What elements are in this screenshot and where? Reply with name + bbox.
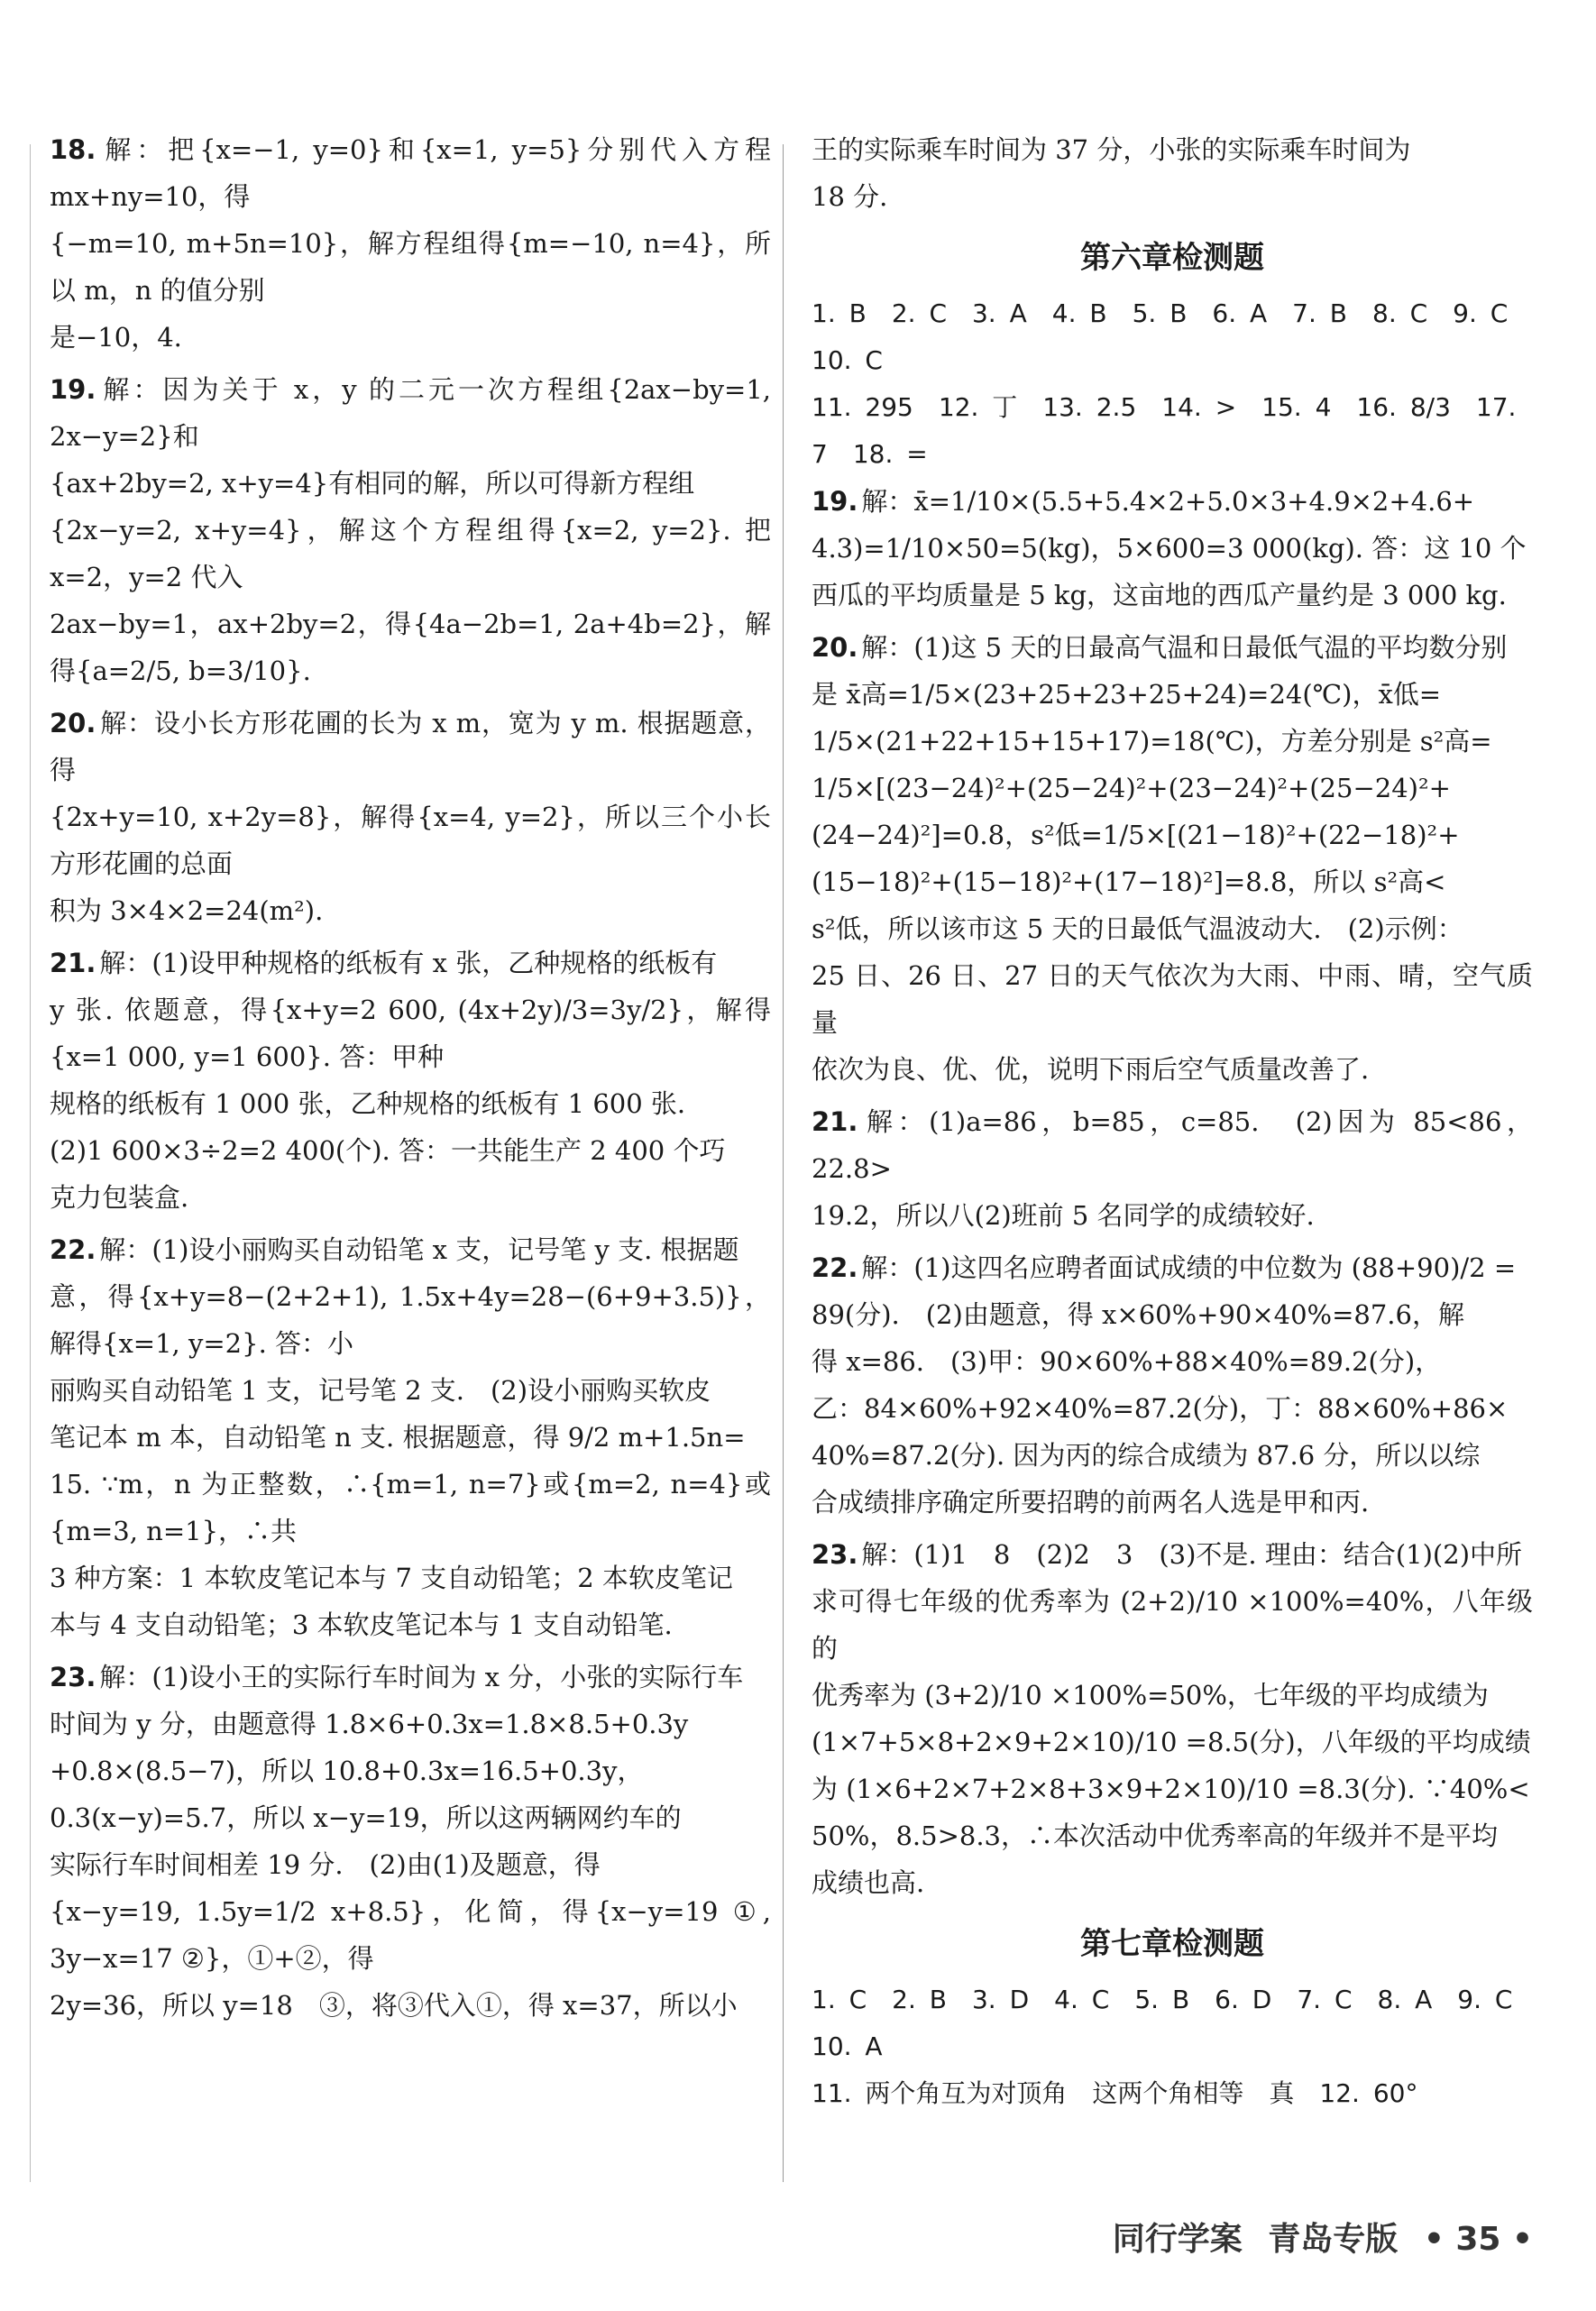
problem-line [50,1747,771,1794]
problem-line [50,1127,771,1174]
problem-line [812,671,1533,718]
problem-line [812,1531,1533,1578]
line-text: 优秀率为 (3+2)/10 ×100%=50%，七年级的平均成绩为 [812,1680,1489,1710]
problem-line [50,366,780,460]
line-text: 3 种方案：1 本软皮笔记本与 7 支自动铅笔；2 本软皮笔记 [50,1563,733,1593]
answer-line: 11. 295 12. 丁 13. 2.5 14. > 15. 4 16. 8/3 17. 7 18. = [812,392,1530,469]
line-text: 解：(1)设小丽购买自动铅笔 x 支，记号笔 y 支. 根据题 [99,1234,739,1265]
problem-line [812,525,1533,572]
answer-key [812,290,1533,478]
problem-line [812,905,1533,952]
line-text: 是 x̄高=1/5×(23+25+23+25+24)=24(℃)，x̄低= [812,679,1442,710]
section-heading: 第七章检测题 [1080,1926,1264,1962]
line-text: 克力包装盒. [50,1182,189,1213]
problem-number: 19. [50,374,96,405]
line-text: 积为 3×4×2=24(m²). [50,895,324,926]
problem-line [50,1794,771,1841]
problem-line [812,126,1533,173]
answer-line: 1. B 2. C 3. A 4. B 5. B 6. A 7. B 8. C 9. C 10. C [812,298,1534,375]
line-text: 解：(1)设小王的实际行车时间为 x 分，小张的实际行车 [99,1662,744,1692]
problem-23 [812,1531,1533,1906]
problem-line [50,1080,771,1127]
problem-line [812,1244,1533,1291]
line-text: 解：因为关于 x，y 的二元一次方程组{2ax−by=1, 2x−y=2}和 [50,374,780,452]
problem-number: 19. [812,486,858,517]
line-text: 时间为 y 分，由题意得 1.8×6+0.3x=1.8×8.5+0.3y [50,1709,689,1739]
problem-line [812,1765,1533,1812]
page-number: • 35 • [1423,2221,1533,2258]
line-text: 解：(1)这四名应聘者面试成绩的中位数为 (88+90)/2 = [861,1252,1517,1283]
line-text: 依次为良、优、优，说明下雨后空气质量改善了. [812,1054,1370,1085]
line-text: 25 日、26 日、27 日的天气依次为大雨、中雨、晴，空气质量 [812,960,1533,1038]
problem-line [50,887,771,934]
problem-22 [812,1244,1533,1526]
problem-line [50,700,771,793]
line-text: 0.3(x−y)=5.7，所以 x−y=19，所以这两辆网约车的 [50,1802,682,1833]
problem-number: 21. [812,1106,858,1137]
line-text: {x−y=19, 1.5y=1/2 x+8.5}，化简，得{x−y=19 ①, 3y−x=17 ②}，①+②，得 [50,1896,780,1974]
line-text: s²低，所以该市这 5 天的日最低气温波动大. (2)示例： [812,913,1463,944]
column-divider [783,144,784,2182]
line-text: (2)1 600×3÷2=2 400(个). 答：一共能生产 2 400 个巧 [50,1135,726,1166]
problem-line [50,1654,771,1701]
line-text: {2x−y=2, x+y=4}，解这个方程组得{x=2, y=2}. 把 x=2，y=2 代入 [50,515,780,592]
line-text: +0.8×(8.5−7)，所以 10.8+0.3x=16.5+0.3y， [50,1756,644,1786]
line-text: (1×7+5×8+2×9+2×10)/10 =8.5(分)，八年级的平均成绩 [812,1727,1531,1757]
line-text: 解：(1)a=86，b=85，c=85. (2)因为 85<86，22.8> [812,1106,1533,1184]
line-text: 为 (1×6+2×7+2×8+3×9+2×10)/10 =8.3(分). ∵40%< [812,1774,1530,1804]
problem-line [812,572,1533,619]
problem-line [50,1554,771,1601]
section-heading: 第六章检测题 [1080,240,1264,276]
problem-line [50,793,771,887]
problem-20 [50,700,771,934]
line-text: 40%=87.2(分). 因为丙的综合成绩为 87.6 分，所以以综 [812,1440,1481,1471]
problem-line [50,1841,771,1888]
problem-line [812,1291,1533,1338]
problem-line [812,952,1533,1046]
line-text: {−m=10, m+5n=10}，解方程组得{m=−10, n=4}，所以 m，n 的值分别 [50,228,771,306]
problem-number: 20. [50,708,96,738]
line-text: y 张. 依题意，得{x+y=2 600, (4x+2y)/3=3y/2}，解得{x=1 000, y=1 600}. 答：甲种 [50,995,771,1072]
problem-line [50,460,771,507]
line-text: 2ax−by=1，ax+2by=2，得{4a−2b=1, 2a+4b=2}，解得{a=2/5, b=3/10}. [50,609,771,686]
problem-line [812,1338,1533,1385]
line-text: 意，得{x+y=8−(2+2+1), 1.5x+4y=28−(6+9+3.5)}，解得{x=1, y=2}. 答：小 [50,1281,771,1359]
line-text: 实际行车时间相差 19 分. (2)由(1)及题意，得 [50,1849,601,1880]
line-text: 西瓜的平均质量是 5 kg，这亩地的西瓜产量约是 3 000 kg. [812,580,1507,610]
line-text: 89(分). (2)由题意，得 x×60%+90×40%=87.6，解 [812,1299,1464,1330]
problem-19 [50,366,780,694]
line-text: 得 x=86. (3)甲：90×60%+88×40%=89.2(分)， [812,1346,1442,1377]
left-column [50,126,780,2034]
problem-line [50,1461,771,1554]
line-text: 15. ∵m，n 为正整数，∴{m=1, n=7}或{m=2, n=4}或{m=3, n=1}，∴共 [50,1469,771,1546]
line-text: 解：(1)1 8 (2)2 3 (3)不是. 理由：结合(1)(2)中所 [861,1539,1523,1570]
line-text: 19.2，所以八(2)班前 5 名同学的成绩较好. [812,1200,1315,1231]
line-text: {ax+2by=2, x+y=4}有相同的解，所以可得新方程组 [50,468,695,499]
line-text: 解：设小长方形花圃的长为 x m，宽为 y m. 根据题意，得 [50,708,771,785]
problem-19 [812,478,1533,619]
line-text: (24−24)²]=0.8，s²低=1/5×[(21−18)²+(22−18)²+ [812,820,1460,850]
footer-brand: 同行学案 [1112,2221,1243,2258]
problem-line [812,173,1533,220]
left-margin-rule [30,144,31,2182]
line-text: 解：(1)设甲种规格的纸板有 x 张，乙种规格的纸板有 [99,948,718,978]
line-text: 50%，8.5>8.3，∴本次活动中优秀率高的年级并不是平均 [812,1820,1498,1851]
problem-number: 22. [50,1234,96,1265]
problem-line [50,1174,771,1221]
page-footer [1098,2214,1533,2260]
problem-line [50,1982,771,2029]
problem-line [812,1432,1533,1479]
problem-line [812,812,1533,858]
problem-line [812,858,1533,905]
problem-number: 23. [50,1662,96,1692]
problem-22 [50,1226,771,1648]
problem-line [812,1672,1533,1719]
line-text: 乙：84×60%+92×40%=87.2(分)，丁：88×60%+86× [812,1393,1509,1424]
problem-line [812,1578,1533,1672]
line-text: 2y=36，所以 y=18 ③，将③代入①，得 x=37，所以小 [50,1990,738,2021]
problem-line [50,940,771,986]
problem-line [812,718,1533,765]
problem-line [50,314,771,361]
line-text: 规格的纸板有 1 000 张，乙种规格的纸板有 1 600 张. [50,1088,686,1119]
problem-21 [50,940,771,1221]
problem-line [812,1098,1533,1192]
line-text: 解：x̄=1/10×(5.5+5.4×2+5.0×3+4.9×2+4.6+ [861,486,1475,517]
problem- [812,126,1533,220]
line-text: 18 分. [812,181,888,212]
problem-line [812,1859,1533,1906]
problem-line [812,1385,1533,1432]
line-text: 是−10，4. [50,322,182,353]
problem-number: 21. [50,948,96,978]
problem-line [50,1226,771,1273]
problem-20 [812,624,1533,1093]
problem-line [812,1192,1533,1239]
problem-line [812,1812,1533,1859]
answer-line: 1. C 2. B 3. D 4. C 5. B 6. D 7. C 8. A 9. C 10. A [812,1985,1538,2061]
problem-line [50,601,771,694]
problem-line [50,1367,771,1414]
problem-line [50,126,780,220]
problem-21 [812,1098,1533,1239]
line-text: 解：把{x=−1, y=0}和{x=1, y=5}分别代入方程 mx+ny=10，得 [50,134,780,212]
problem-23 [50,1654,780,2029]
problem-line [812,1046,1533,1093]
line-text: 成绩也高. [812,1867,925,1898]
problem-line [50,1888,780,1982]
problem-line [812,765,1533,812]
problem-line [50,1601,771,1648]
problem-number: 18. [50,134,96,165]
line-text: 本与 4 支自动铅笔；3 本软皮笔记本与 1 支自动铅笔. [50,1609,673,1640]
line-text: 合成绩排序确定所要招聘的前两名人选是甲和丙. [812,1487,1370,1518]
problem-number: 20. [812,632,858,663]
problem-line [50,1273,771,1367]
problem-line [50,986,771,1080]
line-text: (15−18)²+(15−18)²+(17−18)²]=8.8，所以 s²高< [812,867,1446,897]
problem-line [50,220,771,314]
problem-line [812,624,1533,671]
line-text: 解：(1)这 5 天的日最高气温和日最低气温的平均数分别 [861,632,1508,663]
problem-line [812,478,1533,525]
line-text: 笔记本 m 本，自动铅笔 n 支. 根据题意，得 9/2 m+1.5n= [50,1422,746,1453]
problem-18 [50,126,780,361]
problem-number: 23. [812,1539,858,1570]
line-text: 1/5×[(23−24)²+(25−24)²+(23−24)²+(25−24)²+ [812,773,1451,803]
line-text: 王的实际乘车时间为 37 分，小张的实际乘车时间为 [812,134,1411,165]
problem-line [812,1719,1533,1765]
line-text: 丽购买自动铅笔 1 支，记号笔 2 支. (2)设小丽购买软皮 [50,1375,711,1406]
line-text: 1/5×(21+22+15+15+17)=18(℃)，方差分别是 s²高= [812,726,1492,757]
problem-number: 22. [812,1252,858,1283]
problem-line [50,507,780,601]
problem-line [812,1479,1533,1526]
line-text: {2x+y=10, x+2y=8}，解得{x=4, y=2}，所以三个小长方形花圃的总面 [50,802,771,879]
problem-line [50,1414,771,1461]
line-text: 4.3)=1/10×50=5(kg)，5×600=3 000(kg). 答：这 10 个 [812,533,1527,564]
answer-line: 11. 两个角互为对顶角 这两个角相等 真 12. 60° [812,2078,1418,2108]
line-text: 求可得七年级的优秀率为 (2+2)/10 ×100%=40%，八年级的 [812,1586,1533,1664]
right-column [812,126,1538,2117]
problem-line [50,1701,771,1747]
footer-edition: 青岛专版 [1268,2221,1399,2258]
answer-key [812,1976,1538,2117]
